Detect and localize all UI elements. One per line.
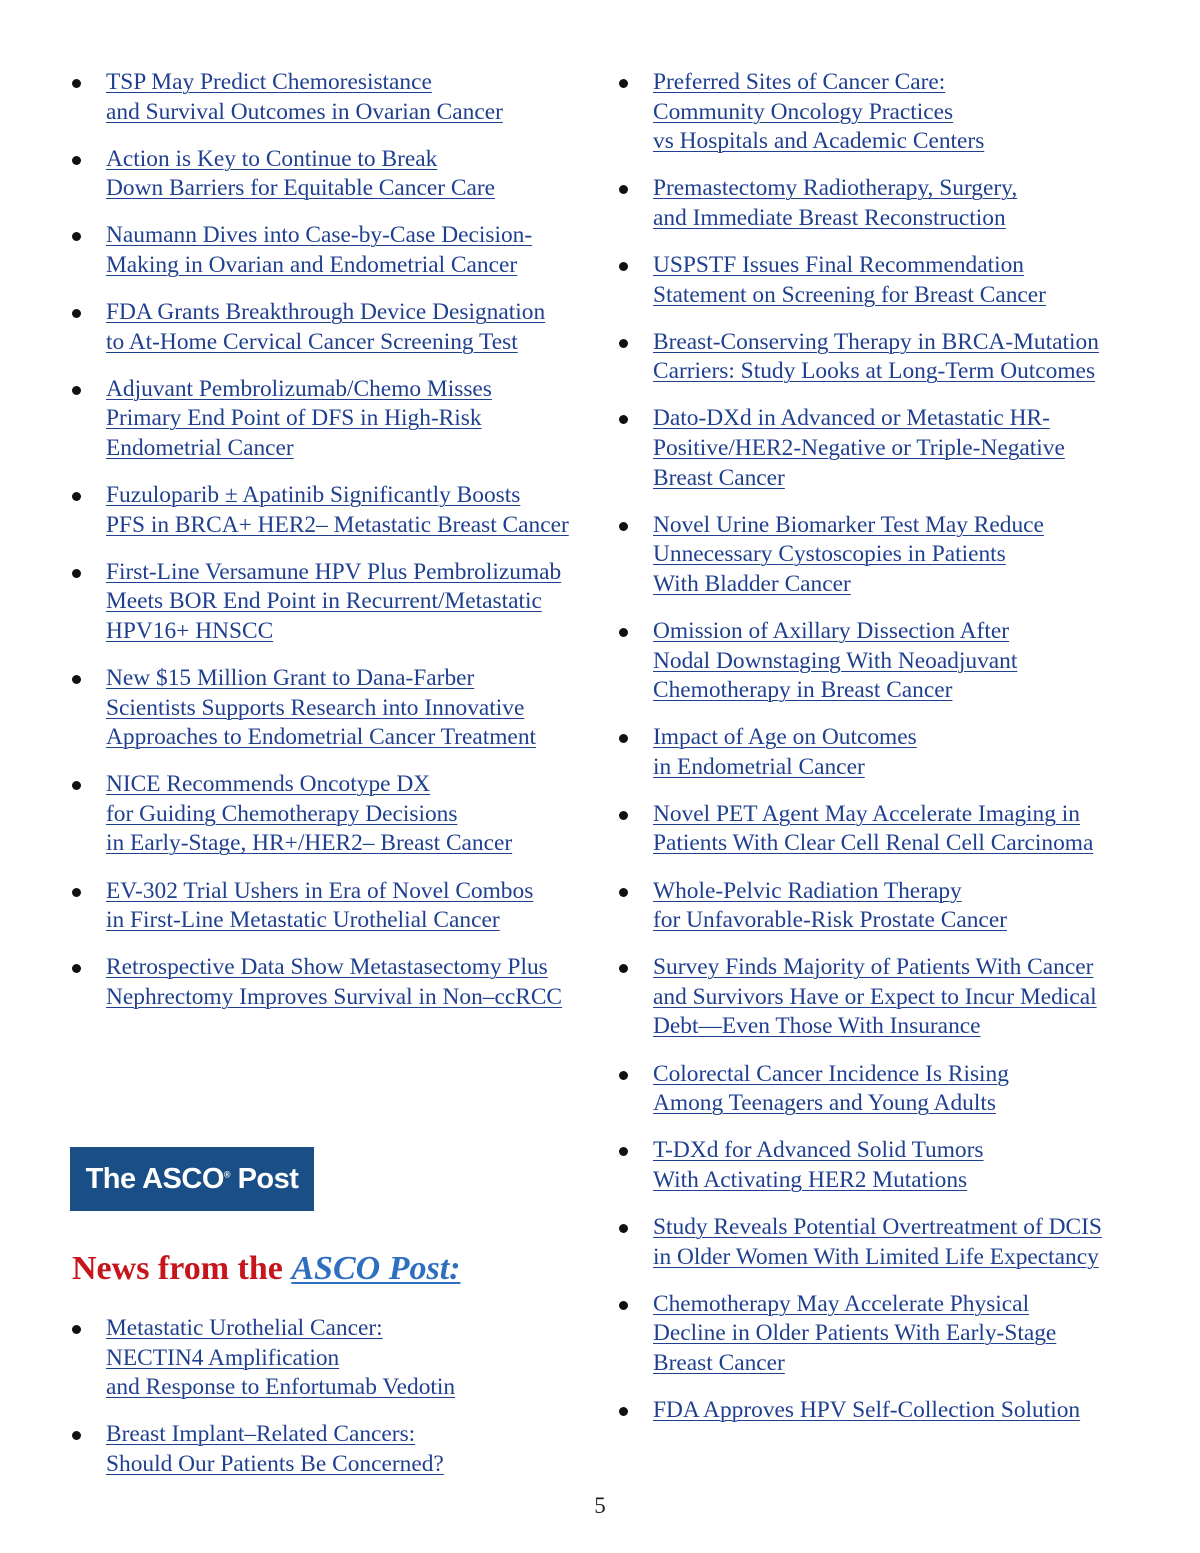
article-link-line: Community Oncology Practices [653, 98, 954, 125]
asco-post-link[interactable]: ASCO Post: [291, 1250, 461, 1287]
article-link-line: Omission of Axillary Dissection After [653, 617, 1010, 644]
article-link-line: With Activating HER2 Mutations [653, 1166, 968, 1193]
article-link[interactable] [653, 1060, 1159, 1119]
article-list-item [72, 1420, 602, 1479]
bullet-icon [72, 888, 81, 897]
bullet-icon [619, 1147, 628, 1156]
right-article-list [619, 68, 1159, 1443]
article-link-line: Chemotherapy in Breast Cancer [653, 677, 953, 704]
article-link-line: TSP May Predict Chemoresistance [106, 69, 432, 95]
article-link[interactable] [106, 298, 602, 357]
bullet-icon [619, 1071, 628, 1080]
bullet-icon [619, 888, 628, 897]
article-link[interactable] [653, 617, 1159, 706]
article-list-item [72, 1314, 602, 1403]
article-list-item [619, 404, 1159, 493]
article-link-line: Retrospective Data Show Metastasectomy Plus [106, 954, 548, 981]
bullet-icon [72, 569, 81, 578]
article-list-item [72, 877, 602, 936]
bullet-icon [619, 964, 628, 973]
article-link-line: T-DXd for Advanced Solid Tumors [653, 1137, 984, 1164]
article-link[interactable] [106, 1420, 602, 1479]
article-link-line: vs Hospitals and Academic Centers [653, 128, 985, 155]
article-link[interactable] [106, 953, 602, 1012]
article-link[interactable] [653, 1213, 1159, 1272]
bullet-icon [72, 1431, 81, 1440]
article-link-line: Down Barriers for Equitable Cancer Care [106, 175, 496, 202]
bullet-icon [72, 781, 81, 790]
article-link-line: Metastatic Urothelial Cancer: [106, 1315, 383, 1341]
article-link-line: Breast Implant–Related Cancers: [106, 1421, 416, 1448]
article-list-item [619, 251, 1159, 310]
bullet-icon [619, 628, 628, 637]
article-link-line: Adjuvant Pembrolizumab/Chemo Misses [106, 375, 492, 402]
article-list-item [72, 481, 602, 540]
article-link-line: Approaches to Endometrial Cancer Treatment [106, 724, 537, 751]
bullet-icon [619, 79, 628, 88]
article-link-line: Carriers: Study Looks at Long-Term Outcomes [653, 358, 1096, 385]
bullet-icon [619, 734, 628, 743]
article-link-line: New $15 Million Grant to Dana-Farber [106, 665, 475, 691]
article-link[interactable] [653, 953, 1159, 1042]
article-link-line: Impact of Age on Outcomes [653, 724, 917, 751]
asco-post-news-list [72, 1314, 602, 1497]
article-list-item [619, 1396, 1159, 1426]
asco-post-logo [70, 1147, 314, 1211]
article-list-item [72, 221, 602, 280]
article-link[interactable] [106, 877, 602, 936]
article-link[interactable] [106, 221, 602, 280]
article-list-item [72, 298, 602, 357]
article-link-line: Breast Cancer [653, 1349, 785, 1376]
article-link[interactable] [653, 800, 1159, 859]
article-link-line: Dato-DXd in Advanced or Metastatic HR- [653, 405, 1050, 432]
bullet-icon [72, 675, 81, 684]
article-link[interactable] [653, 1396, 1159, 1426]
article-link-line: Nodal Downstaging With Neoadjuvant [653, 647, 1018, 674]
article-list-item [619, 1060, 1159, 1119]
article-link-line: and Survivors Have or Expect to Incur Medical [653, 983, 1097, 1010]
article-link-line: in Early-Stage, HR+/HER2– Breast Cancer [106, 830, 513, 857]
article-link-line: Breast Cancer [653, 464, 785, 491]
article-link[interactable] [653, 174, 1159, 233]
article-link[interactable] [653, 251, 1159, 310]
article-link-line: Preferred Sites of Cancer Care: [653, 69, 946, 95]
article-link[interactable] [653, 1136, 1159, 1195]
article-link[interactable] [653, 723, 1159, 782]
bullet-icon [72, 492, 81, 501]
article-link-line: Statement on Screening for Breast Cancer [653, 281, 1046, 308]
article-link[interactable] [106, 770, 602, 859]
article-link-line: in First-Line Metastatic Urothelial Cancer [106, 907, 500, 934]
bullet-icon [619, 415, 628, 424]
article-link[interactable] [106, 481, 602, 540]
bullet-icon [619, 811, 628, 820]
article-link[interactable] [653, 404, 1159, 493]
article-link-line: in Endometrial Cancer [653, 753, 865, 780]
article-link-line: Novel PET Agent May Accelerate Imaging in [653, 800, 1080, 827]
article-link-line: FDA Grants Breakthrough Device Designation [106, 299, 546, 326]
article-list-item [72, 664, 602, 753]
article-link-line: Nephrectomy Improves Survival in Non–ccRCC [106, 983, 563, 1010]
article-link[interactable] [653, 68, 1159, 157]
article-link-line: Premastectomy Radiotherapy, Surgery, [653, 175, 1018, 202]
bullet-icon [72, 232, 81, 241]
article-link-line: EV-302 Trial Ushers in Era of Novel Combos [106, 877, 534, 904]
article-link-line: Fuzuloparib ± Apatinib Significantly Boosts [106, 482, 521, 509]
article-link[interactable] [653, 877, 1159, 936]
article-link-line: PFS in BRCA+ HER2– Metastatic Breast Cancer [106, 511, 569, 538]
article-link-line: Among Teenagers and Young Adults [653, 1090, 996, 1117]
article-link[interactable] [106, 664, 602, 753]
bullet-icon [72, 386, 81, 395]
article-list-item [619, 1213, 1159, 1272]
asco-post-logo-text: The ASCO® Post [85, 1162, 299, 1195]
article-list-item [619, 1136, 1159, 1195]
article-list-item [72, 558, 602, 647]
article-list-item [72, 68, 602, 127]
article-list-item [619, 617, 1159, 706]
article-list-item [619, 877, 1159, 936]
bullet-icon [619, 1407, 628, 1416]
article-link-line: and Survival Outcomes in Ovarian Cancer [106, 98, 503, 125]
article-list-item [619, 328, 1159, 387]
bullet-icon [619, 185, 628, 194]
article-link-line: Positive/HER2-Negative or Triple-Negative [653, 434, 1065, 461]
article-list-item [619, 800, 1159, 859]
article-link-line: to At-Home Cervical Cancer Screening Test [106, 328, 518, 355]
article-list-item [72, 770, 602, 859]
article-list-item [72, 953, 602, 1012]
article-link-line: and Immediate Breast Reconstruction [653, 204, 1006, 231]
article-list-item [619, 511, 1159, 600]
article-list-item [619, 68, 1159, 157]
article-link-line: Should Our Patients Be Concerned? [106, 1450, 444, 1477]
news-from-asco-post-heading [72, 1247, 460, 1291]
article-list-item [72, 375, 602, 464]
article-link[interactable] [106, 558, 602, 647]
article-link-line: Scientists Supports Research into Innovative [106, 694, 525, 721]
article-link[interactable] [106, 375, 602, 464]
article-link-line: Breast-Conserving Therapy in BRCA-Mutation [653, 328, 1099, 355]
bullet-icon [619, 339, 628, 348]
article-link-line: NECTIN4 Amplification [106, 1344, 340, 1371]
article-list-item [619, 174, 1159, 233]
bullet-icon [72, 964, 81, 973]
article-link-line: FDA Approves HPV Self-Collection Solution [653, 1396, 1081, 1423]
article-link-line: for Guiding Chemotherapy Decisions [106, 800, 458, 827]
bullet-icon [619, 1301, 628, 1310]
page-number: 5 [594, 1493, 606, 1518]
article-link-line: in Older Women With Limited Life Expectancy [653, 1243, 1099, 1270]
bullet-icon [72, 309, 81, 318]
article-link[interactable] [106, 68, 602, 127]
article-list-item [619, 1290, 1159, 1379]
bullet-icon [619, 522, 628, 531]
article-link-line: Whole-Pelvic Radiation Therapy [653, 877, 962, 904]
article-list-item [619, 723, 1159, 782]
article-link-line: Chemotherapy May Accelerate Physical [653, 1290, 1030, 1317]
article-list-item [72, 145, 602, 204]
article-link-line: Action is Key to Continue to Break [106, 145, 438, 172]
article-link-line: Decline in Older Patients With Early-Stage [653, 1320, 1057, 1347]
article-link-line: NICE Recommends Oncotype DX [106, 771, 431, 798]
bullet-icon [72, 79, 81, 88]
article-link-line: Debt—Even Those With Insurance [653, 1013, 981, 1040]
article-link-line: USPSTF Issues Final Recommendation [653, 251, 1025, 278]
article-link-line: Unnecessary Cystoscopies in Patients [653, 541, 1006, 568]
article-link-line: and Response to Enfortumab Vedotin [106, 1374, 456, 1401]
article-link[interactable] [653, 511, 1159, 600]
article-link[interactable] [653, 1290, 1159, 1379]
article-link-line: Primary End Point of DFS in High-Risk [106, 405, 482, 432]
article-link[interactable] [653, 328, 1159, 387]
article-link-line: HPV16+ HNSCC [106, 617, 274, 644]
article-link-line: Survey Finds Majority of Patients With Cancer [653, 954, 1094, 981]
article-link-line: Endometrial Cancer [106, 434, 294, 461]
article-link[interactable] [106, 145, 602, 204]
bullet-icon [619, 1224, 628, 1233]
article-list-item [619, 953, 1159, 1042]
article-link-line: First-Line Versamune HPV Plus Pembrolizumab [106, 558, 562, 585]
article-link-line: Making in Ovarian and Endometrial Cancer [106, 251, 518, 278]
article-link-line: With Bladder Cancer [653, 570, 851, 597]
news-heading-prefix: News from the [72, 1250, 292, 1287]
bullet-icon [619, 262, 628, 271]
article-link-line: Novel Urine Biomarker Test May Reduce [653, 511, 1044, 538]
article-link-line: Colorectal Cancer Incidence Is Rising [653, 1060, 1009, 1087]
article-link[interactable] [106, 1314, 602, 1403]
article-link-line: Study Reveals Potential Overtreatment of DCIS [653, 1213, 1102, 1240]
left-article-list [72, 68, 602, 1030]
bullet-icon [72, 1325, 81, 1334]
article-link-line: Patients With Clear Cell Renal Cell Carcinoma [653, 830, 1094, 857]
article-link-line: Naumann Dives into Case-by-Case Decision- [106, 222, 533, 249]
article-link-line: for Unfavorable-Risk Prostate Cancer [653, 907, 1007, 934]
bullet-icon [72, 156, 81, 165]
article-link-line: Meets BOR End Point in Recurrent/Metastatic [106, 588, 542, 615]
